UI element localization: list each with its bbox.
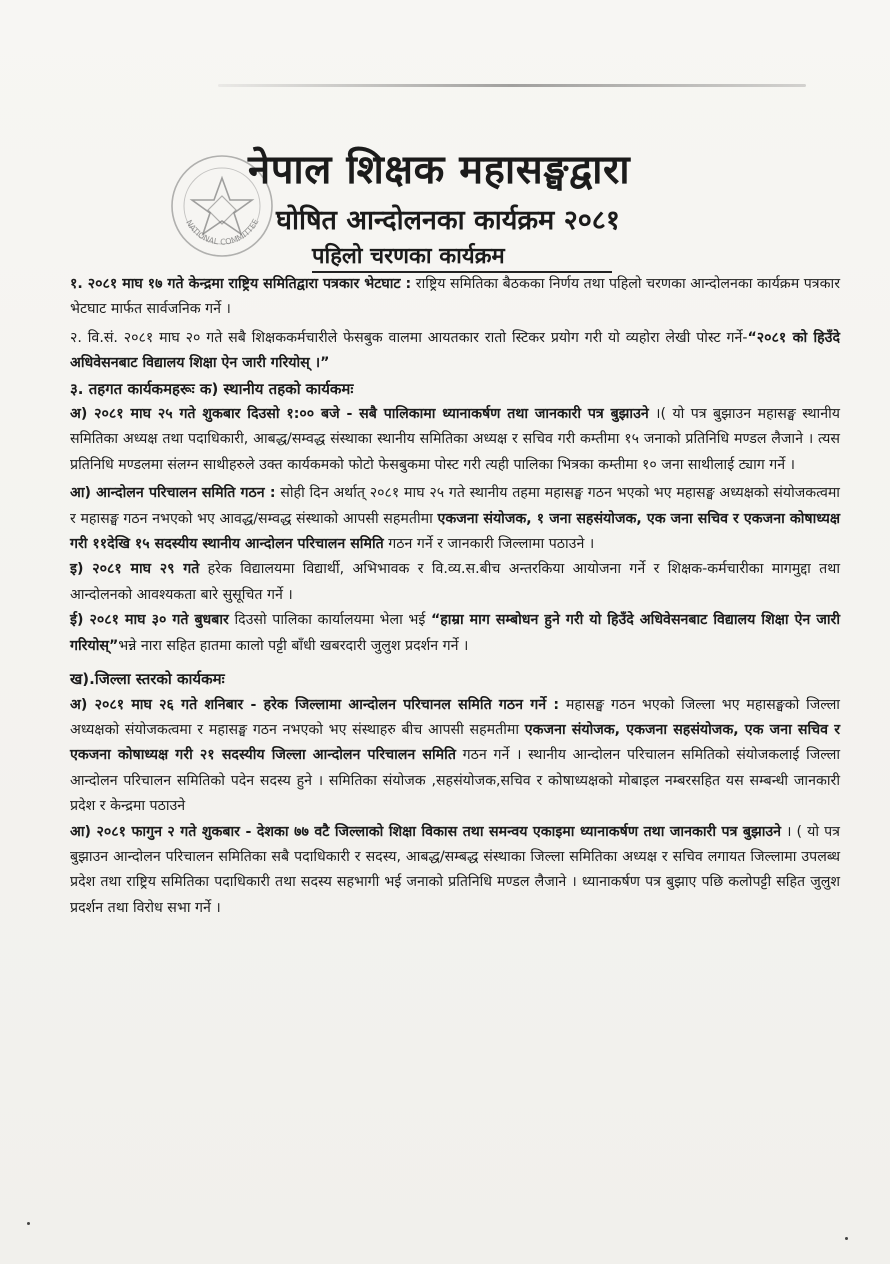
item-1-text: राष्ट्रिय समितिका बैठकका निर्णय तथा पहिलो चरणका आन्दोलनका कार्यक्रम पत्रकार भेटघाट मार्फत सार्वजनिक गर्ने । [70, 276, 840, 318]
local-item-a [70, 402, 840, 478]
district-item-a [70, 693, 840, 820]
district-item-aa [70, 820, 840, 922]
document-body [70, 272, 840, 921]
scan-speck [27, 1222, 30, 1225]
local-item-i-heading: इ) २०८१ माघ २९ गते [70, 561, 200, 578]
local-item-ii-text-end: भन्ने नारा सहित हातमा कालो पट्टी बाँधी खबरदारी जुलुश प्रदर्शन गर्ने । [118, 637, 469, 654]
local-item-ii-text: दिउसो पालिका कार्यालयमा भेला भई [228, 612, 431, 629]
document-title: नेपाल शिक्षक महासङ्घद्वारा [248, 147, 631, 193]
item-1 [70, 272, 840, 323]
local-item-ii [70, 608, 840, 659]
item-2 [70, 326, 840, 377]
district-item-a-text: महासङ्घ गठन भएको जिल्ला भए महासङ्घको जिल्ला अध्यक्षको संयोजकत्वमा र महासङ्घ गठन नभएको भए संस्थाहरु बीच आपसी सहमतीमा [70, 696, 840, 738]
local-item-ii-heading: ई) २०८१ माघ ३० गते बुधबार [70, 612, 229, 629]
local-item-aa [70, 481, 840, 557]
district-item-aa-text: । ( यो पत्र बुझाउन आन्दोलन परिचालन समितिका सबै पदाधिकारी र सदस्य, आबद्ध/सम्बद्ध संस्थाका जिल्ला समितिका अध्यक्ष र सचिव लगायत जिल्लामा उपलब्ध प्रदेश तथा राष्ट्रिय समितिका पदाधिकारी तथा सदस्य सहभागी भई जनाको प्रतिनिधि मण्डल लैजाने । ध्यानाकर्षण पत्र बुझाए पछि कलोपट्टी सहित जुलुश प्रदर्शन तथा विरोध सभा गर्ने । [70, 823, 840, 916]
svg-text:NATIONAL COMMITTEE: NATIONAL COMMITTEE [184, 217, 261, 247]
local-item-ii-slogan: “हाम्रा माग सम्बोधन हुने गरी यो हिउँदे अधिवेसनबाट विद्यालय शिक्षा ऐन जारी गरियोस्” [70, 612, 841, 654]
local-item-a-text: ।( यो पत्र बुझाउन महासङ्घ स्थानीय समितिका अध्यक्ष तथा पदाधिकारी, आबद्ध/सम्वद्ध संस्थाका स्थानीय समितिका अध्यक्ष र सचिव गरी कम्तीमा १५ जनाको प्रतिनिधि मण्डल लैजाने । त्यस प्रतिनिधि मण्डलमा संलग्न साथीहरुले उक्त कार्यकमको फोटो फेसबुकमा पोस्ट गरी त्यही पालिका भित्रका कम्तीमा १० जना साथीलाई ट्याग गर्ने । [70, 406, 840, 473]
local-item-a-heading: अ) २०८१ माघ २५ गते शुकबार दिउसो १:०० बजे - सबै पालिकामा ध्यानाकर्षण तथा जानकारी पत्र बुझाउने [70, 406, 649, 423]
district-item-a-committee: एकजना संयोजक, एकजना सहसंयोजक, एक जना सचिव र एकजना कोषाध्यक्ष गरी २१ सदस्यीय जिल्ला आन्दोलन परिचालन समिति [70, 721, 841, 764]
top-divider [218, 84, 806, 87]
local-item-i [70, 557, 840, 608]
local-item-aa-text-end: गठन गर्ने र जानकारी जिल्लामा पठाउने । [383, 536, 595, 553]
local-item-aa-committee: एकजना संयोजक, १ जना सहसंयोजक, एक जना सचिव र एकजना कोषाध्यक्ष गरी ११देखि १५ सदस्यीय स्थानीय आन्दोलन परिचालन समिति [70, 510, 840, 553]
local-item-i-text: हरेक विद्यालयमा विद्यार्थी, अभिभावक र वि.व्य.स.बीच अन्तरकिया आयोजना गर्ने र शिक्षक-कर्मचारीका मागमुद्दा तथा आन्दोलनको आवश्यकता बारे सुसूचित गर्ने । [70, 561, 841, 603]
item-2-slogan: “२०८१ को हिउँदे अधिवेसनबाट विद्यालय शिक्षा ऐन जारी गरियोस् ।” [70, 329, 840, 372]
district-item-a-heading: अ) २०८१ माघ २६ गते शनिबार - हरेक जिल्लामा आन्दोलन परिचानल समिति गठन गर्ने : [70, 696, 560, 713]
item-2-text: २. वि.सं. २०८१ माघ २० गते सबै शिक्षककर्मचारीले फेसबुक वालमा आयतकार रातो स्टिकर प्रयोग गरी यो व्यहोरा लेखी पोस्ट गर्ने- [70, 329, 748, 346]
item-1-heading: १. २०८१ माघ १७ गते केन्द्रमा राष्ट्रिय समितिद्वारा पत्रकार भेटघाट : [70, 276, 412, 292]
district-item-a-text-end: गठन गर्ने । स्थानीय आन्दोलन परिचालन समितिको संयोजकलाई जिल्ला आन्दोलन परिचालन समितिको पदेन सदस्य हुने । समितिका संयोजक ,सहसंयोजक,सचिव र कोषाध्यक्षको मोबाइल नम्बरसहित यस सम्बन्धी जानकारी प्रदेश र केन्द्रमा पठाउने [70, 747, 840, 815]
local-item-aa-heading: आ) आन्दोलन परिचालन समिति गठन : [70, 485, 276, 502]
local-item-aa-text: सोही दिन अर्थात् २०८१ माघ २५ गते स्थानीय तहमा महासङ्घ गठन भएको भए महासङ्घ अध्यक्षको संयोजकत्वमा र महासङ्घ गठन नभएको भए आवद्ध/सम्वद्ध संस्थाको आपसी सहमतीमा [70, 485, 840, 527]
item-3-heading: ३. तहगत कार्यकमहरूः क) स्थानीय तहको कार्यकमः [70, 379, 354, 398]
document-subtitle: घोषित आन्दोलनका कार्यक्रम २०८१ [276, 205, 620, 236]
district-heading: ख).जिल्ला स्तरको कार्यकमः [70, 670, 225, 689]
scan-speck [845, 1237, 848, 1240]
phase-heading: पहिलो चरणका कार्यक्रम [312, 240, 612, 273]
district-item-aa-heading: आ) २०८१ फागुन २ गते शुकबार - देशका ७७ वटै जिल्लाको शिक्षा विकास तथा समन्वय एकाइमा ध्यानाकर्षण तथा जानकारी पत्र बुझाउने [70, 823, 782, 840]
